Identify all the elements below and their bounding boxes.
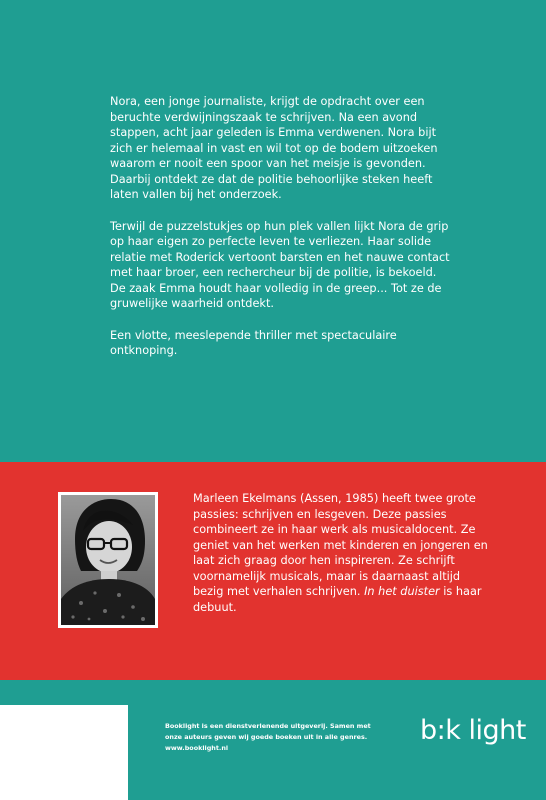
publisher-line: Booklight is een dienstverlenende uitgeverij. Samen met <box>165 722 371 730</box>
author-photo <box>58 492 158 628</box>
blurb-paragraph: Een vlotte, meeslepende thriller met spectaculaire ontknoping. <box>110 328 397 357</box>
publisher-line: onze auteurs geven wij goede boeken uit in alle genres. <box>165 733 368 741</box>
book-title: In het duister <box>364 585 440 598</box>
author-portrait-icon <box>61 495 155 625</box>
author-bio <box>193 491 493 615</box>
bio-text: Marleen Ekelmans (Assen, 1985) heeft twee grote passies: schrijven en lesgeven. Deze passies combineert ze in haar werk als musicaldocent. Ze geniet van het werken met kinderen en jongeren en laat zich graag door hen inspireren. Ze schrijft voornamelijk musicals, maar is daarnaast altijd bezig met verhalen schrijven. <box>193 492 488 598</box>
publisher-info <box>165 721 405 754</box>
bio-text-end: is haar debuut. <box>193 585 482 614</box>
blurb-text <box>110 94 455 375</box>
blurb-paragraph: Nora, een jonge journaliste, krijgt de opdracht over een beruchte verdwijningszaak te schrijven. Na een avond stappen, acht jaar geleden is Emma verdwenen. Nora bijt zich er helemaal in vast en wil tot op de bodem uitzoeken waarom er nooit een spoor van het meisje is gevonden. Daarbij ontdekt ze dat de politie behoorlijke steken heeft laten vallen bij het onderzoek. <box>110 95 438 201</box>
publisher-url: www.booklight.nl <box>165 744 229 752</box>
barcode-area <box>0 705 128 800</box>
booklight-logo: b:k light <box>420 715 526 746</box>
author-bio-paragraph <box>193 491 493 615</box>
blurb-paragraph: Terwijl de puzzelstukjes op hun plek vallen lijkt Nora de grip op haar eigen zo perfecte leven te verliezen. Haar solide relatie met Roderick vertoont barsten en het nauwe contact met haar broer, een rechercheur bij de politie, is bekoeld. De zaak Emma houdt haar volledig in de greep... Tot ze de gruwelijke waarheid ontdekt. <box>110 219 450 310</box>
